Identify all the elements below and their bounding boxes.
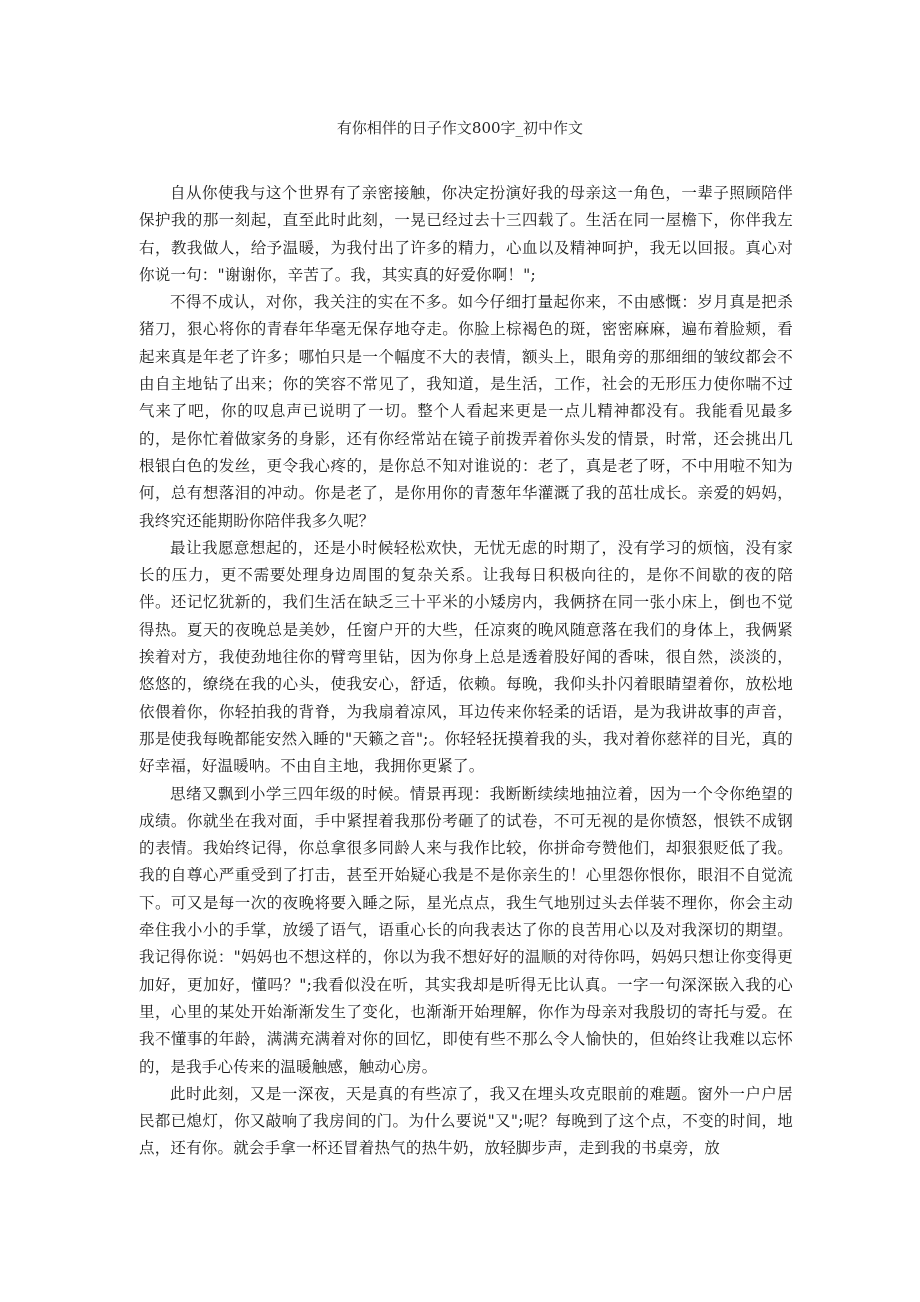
paragraph: 最让我愿意想起的，还是小时候轻松欢快，无忧无虑的时期了，没有学习的烦恼，没有家长的压力，更不需要处理身边周围的复杂关系。让我每日积极向往的，是你不间歇的夜的陪伴。还记忆犹新的，我们生活在缺乏三十平米的小矮房内，我俩挤在同一张小床上，倒也不觉得热。夏天的夜晚总是美妙，任窗户开的大些，任凉爽的晚风随意落在我们的身体上，我俩紧挨着对方，我使劲地往你的臂弯里钻，因为你身上总是透着股好闻的香味，很自然，淡淡的，悠悠的，缭绕在我的心头，使我安心，舒适，依赖。每晚，我仰头扑闪着眼睛望着你，放松地依偎着你，你轻拍我的背脊，为我扇着凉风，耳边传来你轻柔的话语，是为我讲故事的声音，那是使我每晚都能安然入睡的"天籁之音";。你轻轻抚摸着我的头，我对着你慈祥的目光，真的好幸福，好温暖呐。不由自主地，我拥你更紧了。 xyxy=(139,538,793,776)
article-body xyxy=(139,180,793,1163)
article-title: 有你相伴的日子作文800字_初中作文 xyxy=(336,119,584,137)
paragraph: 不得不成认，对你，我关注的实在不多。如今仔细打量起你来，不由感慨：岁月真是把杀猪刀，狠心将你的青春年华毫无保存地夺走。你脸上棕褐色的斑，密密麻麻，遍布着脸颊，看起来真是年老了许多；哪怕只是一个幅度不大的表情，额头上，眼角旁的那细细的皱纹都会不由自主地钻了出来；你的笑容不常见了，我知道，是生活，工作，社会的无形压力使你喘不过气来了吧，你的叹息声已说明了一切。整个人看起来更是一点儿精神都没有。我能看见最多的，是你忙着做家务的身影，还有你经常站在镜子前拨弄着你头发的情景，时常，还会挑出几根银白色的发丝，更令我心疼的，是你总不知对谁说的：老了，真是老了呀，不中用啦不知为何，总有想落泪的冲动。你是老了，是你用你的青葱年华灌溉了我的茁壮成长。亲爱的妈妈，我终究还能期盼你陪伴我多久呢？ xyxy=(139,293,793,530)
paragraph: 自从你使我与这个世界有了亲密接触，你决定扮演好我的母亲这一角色，一辈子照顾陪伴保护我的那一刻起，直至此时此刻，一晃已经过去十三四载了。生活在同一屋檐下，你伴我左右，教我做人，给予温暖，为我付出了许多的精力，心血以及精神呵护，我无以回报。真心对你说一句："谢谢你，辛苦了。我，其实真的好爱你啊！"; xyxy=(139,184,793,284)
paragraph: 此时此刻，又是一深夜，天是真的有些凉了，我又在埋头攻克眼前的难题。窗外一户户居民都已熄灯，你又敲响了我房间的门。为什么要说"又";呢？每晚到了这个点，不变的时间，地点，还有你。就会手拿一杯还冒着热气的热牛奶，放轻脚步声，走到我的书桌旁，放 xyxy=(139,1084,793,1158)
paragraph: 思绪又飘到小学三四年级的时候。情景再现：我断断续续地抽泣着，因为一个令你绝望的成绩。你就坐在我对面，手中紧捏着我那份考砸了的试卷，不可无视的是你愤怒，恨铁不成钢的表情。我始终记得，你总拿很多同龄人来与我作比较，你拼命夸赞他们，却狠狠贬低了我。我的自尊心严重受到了打击，甚至开始疑心我是不是你亲生的！心里怨你恨你，眼泪不自觉流下。可又是每一次的夜晚将要入睡之际，星光点点，我生气地别过头去佯装不理你，你会主动牵住我小小的手掌，放缓了语气，语重心长的向我表达了你的良苦用心以及对我深切的期望。我记得你说："妈妈也不想这样的，你以为我不想好好的温顺的对待你吗，妈妈只想让你变得更加好，更加好，懂吗？";我看似没在听，其实我却是听得无比认真。一字一句深深嵌入我的心里，心里的某处开始渐渐发生了变化，也渐渐开始理解，你作为母亲对我殷切的寄托与爱。在我不懂事的年龄，满满充满着对你的回忆，即使有些不那么令人愉快的，但始终让我难以忘怀的，是我手心传来的温暖触感，触动心房。 xyxy=(139,784,793,1076)
